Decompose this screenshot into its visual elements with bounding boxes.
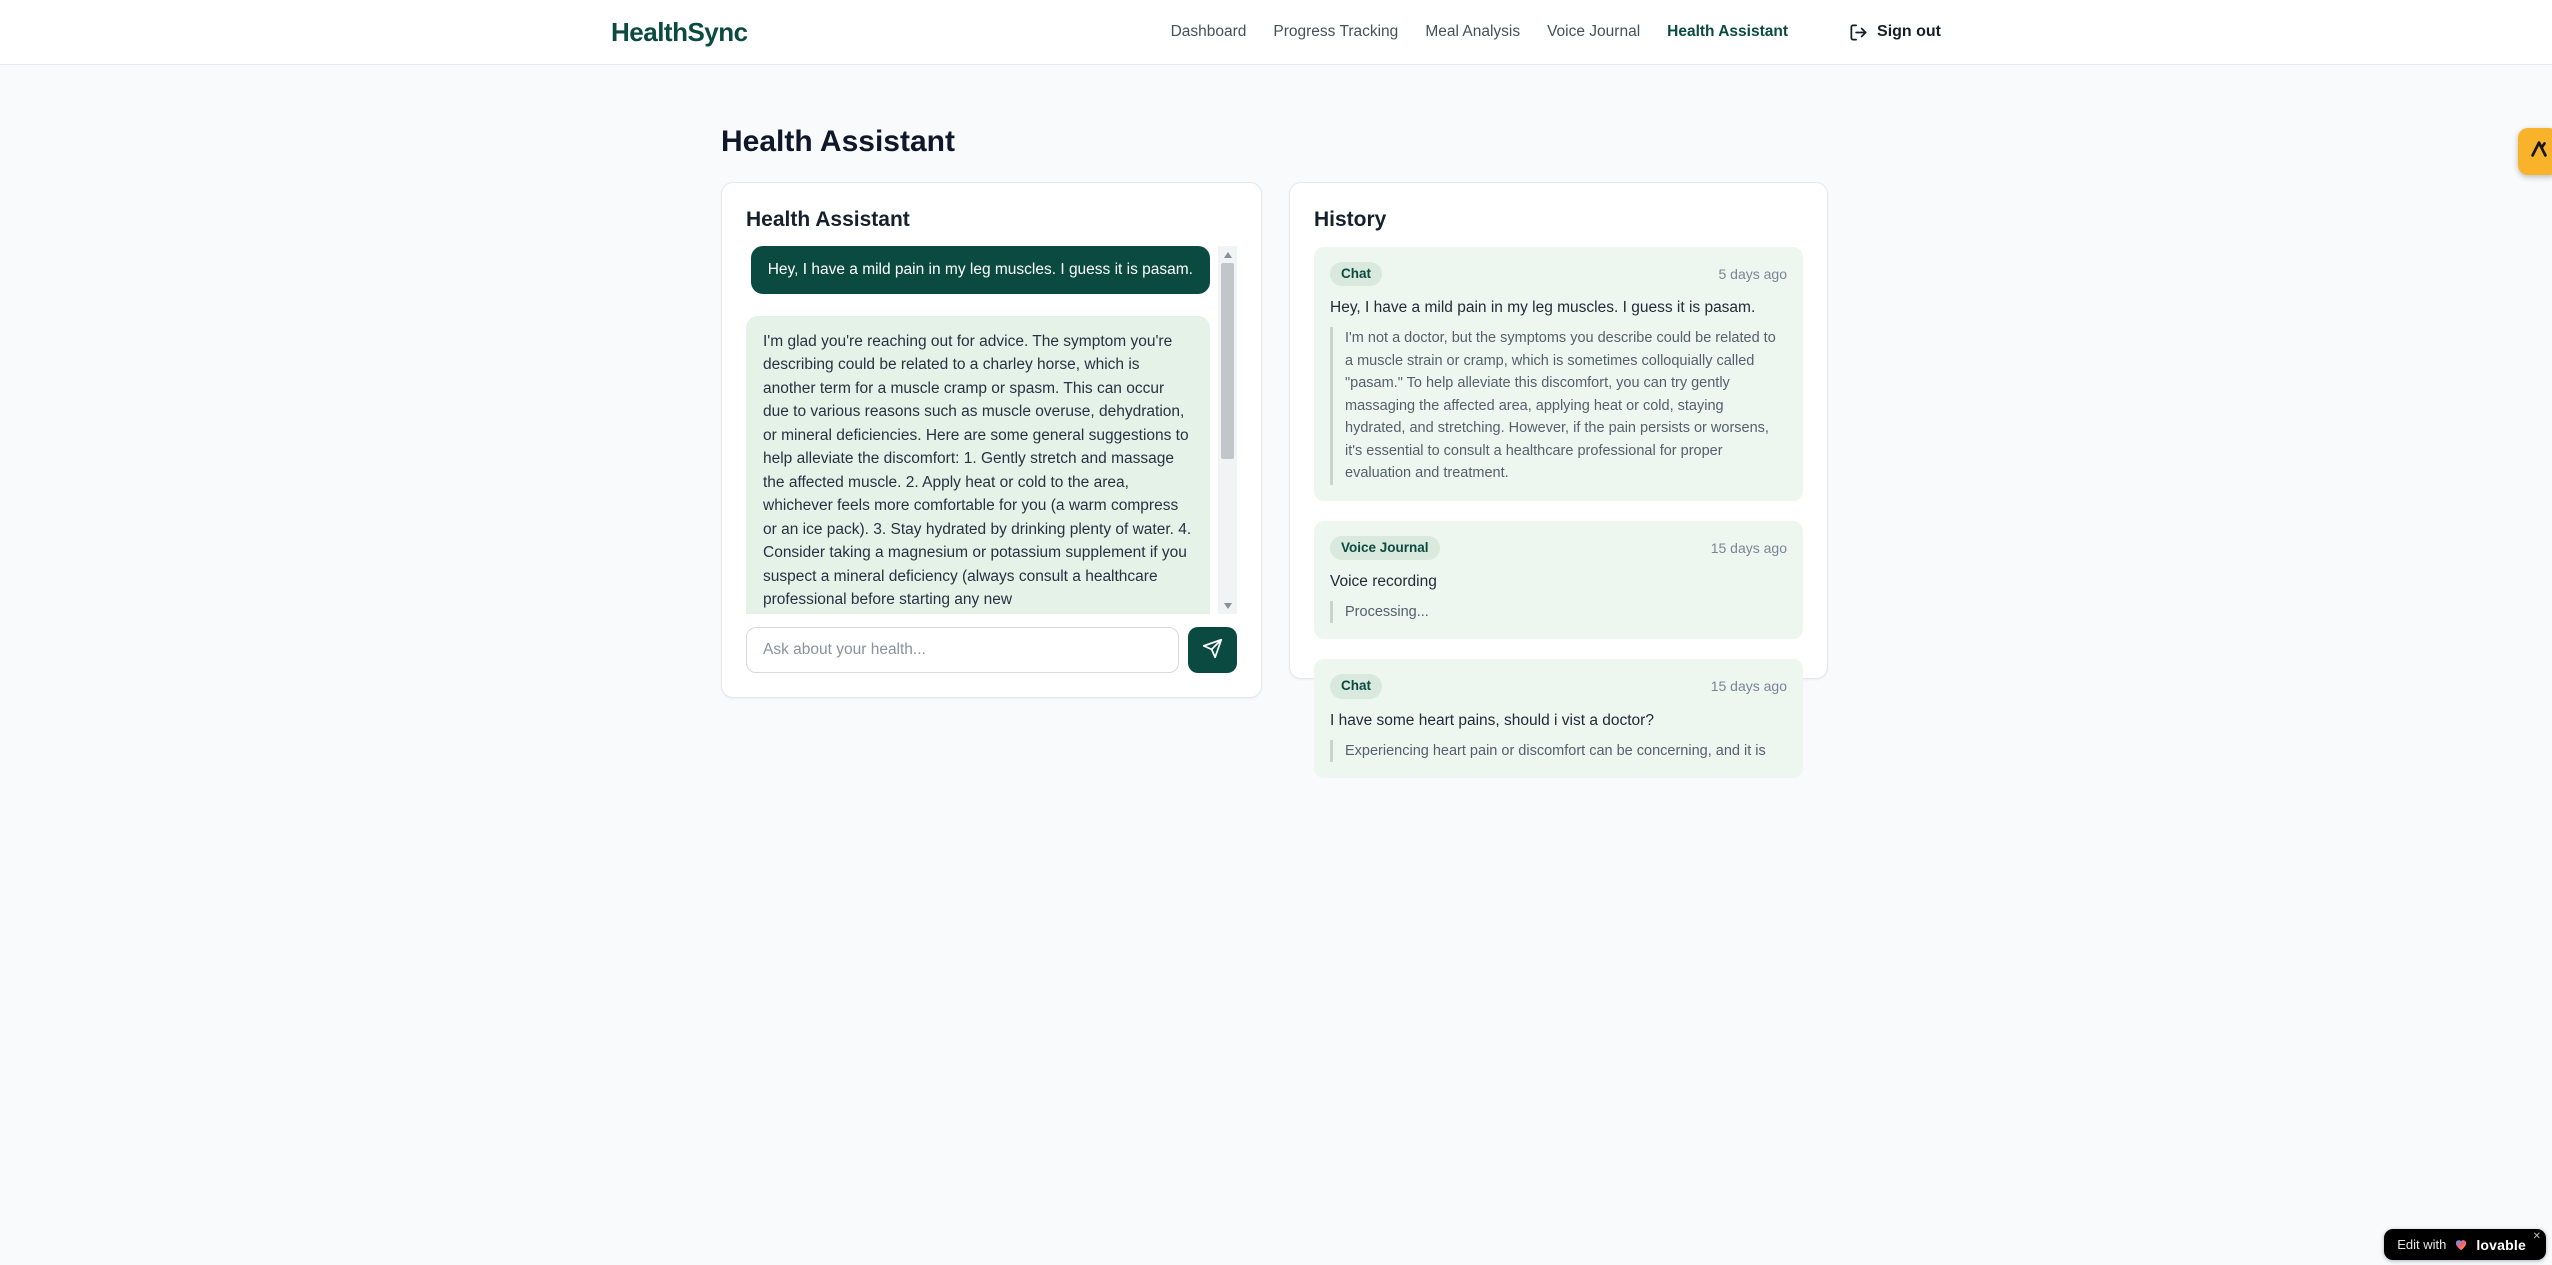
entry-type-badge: Chat bbox=[1330, 674, 1382, 698]
log-out-icon bbox=[1849, 23, 1868, 42]
scrollbar-down-arrow-icon[interactable] bbox=[1218, 597, 1237, 614]
entry-response: Processing... bbox=[1330, 601, 1787, 624]
entry-type-badge: Chat bbox=[1330, 262, 1382, 286]
lovable-logo-glyph-icon bbox=[2528, 138, 2550, 165]
chat-message-user: Hey, I have a mild pain in my leg muscles. I guess it is pasam. bbox=[751, 246, 1210, 294]
scrollbar-up-arrow-icon[interactable] bbox=[1218, 246, 1237, 263]
nav-item-meal-analysis[interactable]: Meal Analysis bbox=[1425, 23, 1521, 40]
nav-item-dashboard[interactable]: Dashboard bbox=[1170, 23, 1247, 40]
history-card-title: History bbox=[1314, 208, 1387, 231]
entry-timestamp: 5 days ago bbox=[1718, 266, 1787, 283]
entry-timestamp: 15 days ago bbox=[1710, 539, 1787, 556]
entry-timestamp: 15 days ago bbox=[1710, 678, 1787, 695]
sign-out-button[interactable] bbox=[1849, 23, 1941, 42]
history-card bbox=[1289, 182, 1828, 759]
page-title: Health Assistant bbox=[721, 125, 955, 158]
close-icon[interactable]: ✕ bbox=[2532, 1231, 2541, 1242]
chat-messages-area bbox=[746, 246, 1237, 614]
history-entry bbox=[1314, 659, 1803, 778]
edit-with-lovable-badge[interactable] bbox=[2384, 1229, 2546, 1260]
nav-item-progress-tracking[interactable]: Progress Tracking bbox=[1273, 23, 1399, 40]
nav-item-voice-journal[interactable]: Voice Journal bbox=[1547, 23, 1641, 40]
lovable-brand-label: lovable bbox=[2476, 1236, 2526, 1253]
main-nav bbox=[1171, 23, 1941, 42]
entry-message: Voice recording bbox=[1330, 572, 1437, 590]
entry-response: Experiencing heart pain or discomfort can be concerning, and it is bbox=[1330, 740, 1787, 763]
edit-with-label: Edit with bbox=[2397, 1237, 2447, 1252]
chat-message-assistant: I'm glad you're reaching out for advice. The symptom you're describing could be related to a charley horse, which is another term for a muscle cramp or spasm. This can occur due to various reasons such as muscle overuse, dehydration, or mineral deficiencies. Here are some general suggestions to help alleviate the discomfort: 1. Gently stretch and massage the affected muscle. 2. Apply heat or cold to the area, whichever feels more comfortable for you (a warm compress or an ice pack). 3. Stay hydrated by drinking plenty of water. 4. Consider taking a magnesium or potassium supplement if you suspect a mineral deficiency (always consult a healthcare professional before starting any new bbox=[746, 316, 1210, 615]
sign-out-label: Sign out bbox=[1877, 23, 1941, 40]
chat-scrollbar-thumb[interactable] bbox=[1221, 263, 1234, 459]
top-header bbox=[0, 0, 2552, 65]
entry-message: Hey, I have a mild pain in my leg muscles. I guess it is pasam. bbox=[1330, 299, 1756, 317]
amber-floating-badge[interactable] bbox=[2518, 128, 2552, 175]
history-entry bbox=[1314, 247, 1803, 501]
entry-type-badge: Voice Journal bbox=[1330, 536, 1440, 560]
chat-scrollbar[interactable] bbox=[1218, 246, 1237, 614]
gradient-heart-icon bbox=[2453, 1237, 2469, 1252]
health-assistant-chat-card bbox=[721, 182, 1262, 698]
send-button[interactable] bbox=[1188, 627, 1237, 673]
history-entry bbox=[1314, 521, 1803, 640]
paper-plane-icon bbox=[1202, 638, 1223, 662]
entry-response: I'm not a doctor, but the symptoms you describe could be related to a muscle strain or cramp, which is sometimes colloquially called "pasam." To help alleviate this discomfort, you can try gently massaging the affected area, applying heat or cold, staying hydrated, and stretching. However, if the pain persists or worsens, it's essential to consult a healthcare professional for proper evaluation and treatment. bbox=[1330, 327, 1787, 485]
app-logo[interactable]: HealthSync bbox=[611, 16, 748, 47]
chat-card-title: Health Assistant bbox=[746, 208, 910, 231]
main-content bbox=[721, 65, 1831, 759]
history-entry-list bbox=[1314, 247, 1803, 778]
entry-message: I have some heart pains, should i vist a doctor? bbox=[1330, 711, 1654, 729]
chat-message-list[interactable] bbox=[746, 246, 1237, 614]
chat-input[interactable] bbox=[746, 627, 1179, 673]
nav-item-health-assistant[interactable]: Health Assistant bbox=[1667, 23, 1789, 40]
